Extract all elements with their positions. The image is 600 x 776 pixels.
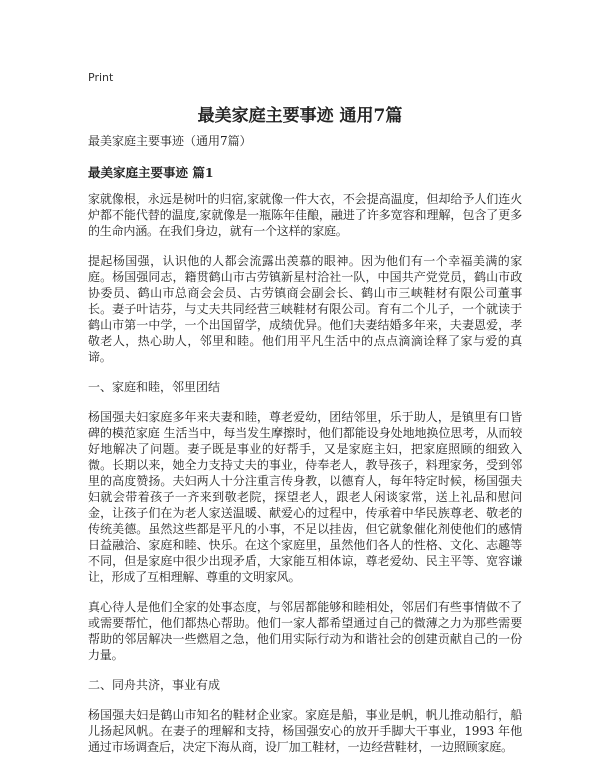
print-label[interactable]: Print xyxy=(88,71,114,84)
paragraph-profile: 提起杨国强，认识他的人都会流露出羡慕的眼神。因为他们有一个幸福美满的家庭。杨国强同志，籍贯鹤山市古劳镇新星村洽社一队，中国共产党党员，鹤山市政协委员、鹤山市总商会会员、古劳镇商会副会长、鹤山市三峡鞋材有限公司董事长。妻子叶诘芬，与丈夫共同经营三峡鞋材有限公司。育有二个儿子，一个就读于鹤山市第一中学，一个出国留学，成绩优异。他们夫妻结婚多年来，夫妻恩爱，孝敬老人，热心助人，邻里和睦。他们用平凡生活中的点点滴滴诠释了家与爱的真谛。 xyxy=(88,254,522,364)
document-body xyxy=(88,133,522,769)
paragraph-intro: 家就像根，永远是树叶的归宿,家就像一件大衣，不会提高温度，但却给予人们连火炉都不能代替的温度,家就像是一瓶陈年佳酿，融进了许多宽容和理解，包含了更多的生命内涵。在我们身边，就有一个这样的家庭。 xyxy=(88,192,522,238)
page-title: 最美家庭主要事迹 通用7篇 xyxy=(197,106,403,126)
subheading-career: 二、同舟共济，事业有成 xyxy=(88,678,221,692)
paragraph-career: 杨国强夫妇是鹤山市知名的鞋材企业家。家庭是船，事业是帆，帆儿推动船行，船儿扬起风帆。在妻子的理解和支持，杨国强安心的放开手脚大干事业，1993 年他通过市场调查后，决定下海从商，设厂加工鞋材，一边经营鞋材，一边照顾家庭。 xyxy=(88,708,522,754)
document-subtitle: 最美家庭主要事迹（通用7篇） xyxy=(88,134,252,148)
paragraph-family-harmony: 杨国强夫妇家庭多年来夫妻和睦，尊老爱幼，团结邻里，乐于助人，是镇里有口皆碑的模范家庭 生活当中，每当发生摩擦时，他们都能设身处地地换位思考，从而较好地解决了问题。妻子既是事业的好帮手，又是家庭主妇，把家庭照顾的细致入微。长期以来，她全力支持丈夫的事业，侍奉老人，教导孩子，料理家务，受到邻里的高度赞扬。夫妇两人十分注重言传身教，以德育人，每年特定时候，杨国强夫妇就会带着孩子一齐来到敬老院，探望老人，跟老人闲谈家常，送上礼品和慰问金，让孩子们在为老人家送温暖、献爱心的过程中，传承着中华民族尊老、敬老的传统美德。虽然这些都是平凡的小事，不足以挂齿，但它就象催化剂使他们的感情日益融洽、家庭和睦、快乐。在这个家庭里，虽然他们各人的性格、文化、志趣等不同，但是家庭中很少出现矛盾，大家能互相体谅，尊老爱幼、民主平等、宽容谦让，形成了互相理解、尊重的文明家风。 xyxy=(88,410,522,584)
subheading-family-harmony: 一、家庭和睦，邻里团结 xyxy=(88,380,221,394)
paragraph-neighbors: 真心待人是他们全家的处事态度，与邻居都能够和睦相处，邻居们有些事情做不了或需要帮忙，他们都热心帮助。他们一家人都希望通过自己的微薄之力为那些需要帮助的邻居解决一些燃眉之急，他们用实际行动为和谐社会的创建贡献自己的一份力量。 xyxy=(88,600,522,662)
section-heading: 最美家庭主要事迹 篇1 xyxy=(88,165,214,180)
